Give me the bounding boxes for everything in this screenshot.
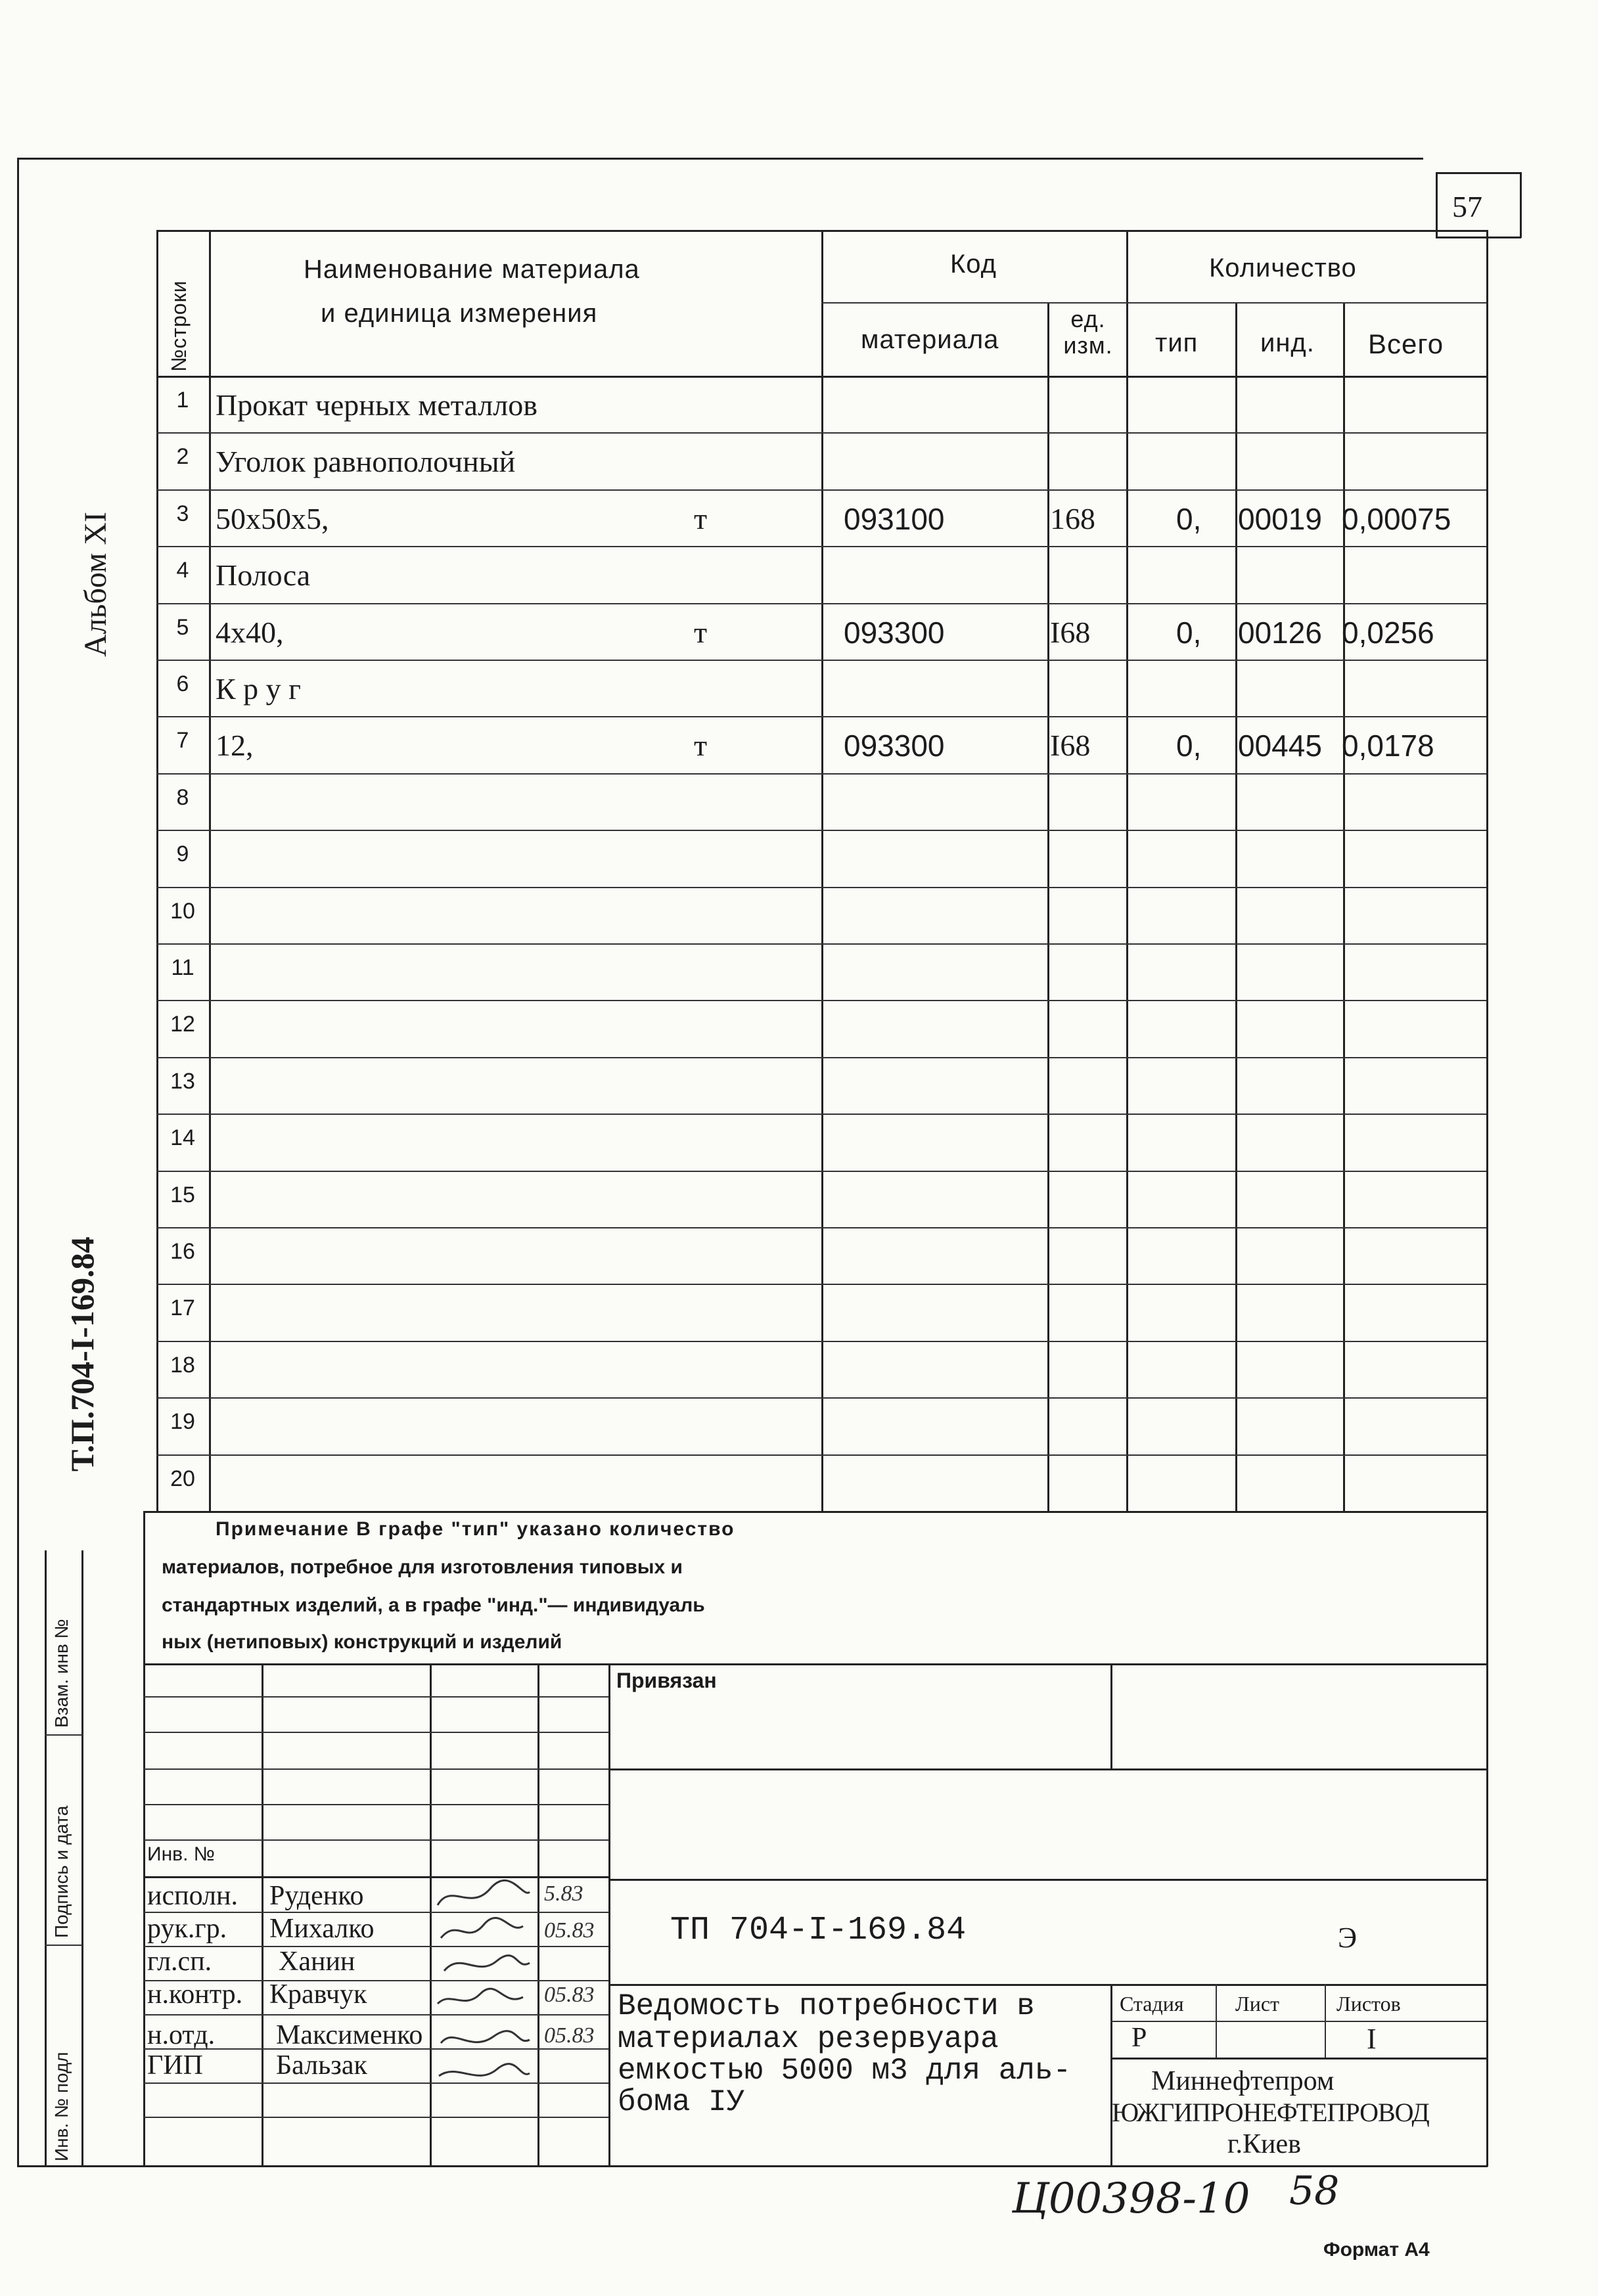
person-role-3: гл.сп. — [147, 1947, 212, 1977]
row-qty-ind: 00019 — [1238, 501, 1322, 536]
header-qty: Количество — [1209, 254, 1357, 282]
row-line — [156, 1284, 1486, 1285]
row-number: 11 — [171, 955, 194, 980]
row-qty-total: 0,00075 — [1342, 501, 1451, 536]
person-name-5: Максименко — [276, 2020, 423, 2050]
signature-3 — [444, 1956, 530, 1971]
row-unit: т — [694, 729, 708, 763]
person-role-4: н.контр. — [147, 1979, 243, 2010]
row-number: 15 — [170, 1182, 195, 1207]
signature-scribbles — [431, 1879, 539, 2096]
col-line-7 — [1486, 230, 1488, 1511]
stamp-strip-div-2 — [45, 1945, 83, 1946]
tb-grid-h4 — [143, 1804, 608, 1805]
row-number: 8 — [176, 784, 189, 810]
row-number: 6 — [176, 671, 189, 696]
stage-label: Стадия — [1120, 1992, 1184, 2015]
handwritten-code: Ц00398-10 — [1012, 2174, 1250, 2223]
row-line — [156, 887, 1486, 888]
sheets-value: I — [1367, 2023, 1377, 2055]
row-material-name: 50x50x5, — [216, 501, 329, 535]
person-role-5: н.отд. — [147, 2020, 216, 2050]
tb-col-5 — [1110, 1663, 1112, 1768]
header-code-material: материала — [861, 325, 999, 354]
title-line-1: Ведомость потребности в — [618, 1989, 1035, 2023]
album-label: Альбом XI — [78, 511, 113, 657]
row-qty-ind: 00126 — [1238, 615, 1322, 650]
col-line-3 — [1047, 302, 1049, 1511]
tb-org-top — [1110, 2058, 1486, 2060]
row-number: 20 — [170, 1466, 195, 1491]
row-number: 3 — [176, 501, 189, 526]
row-line — [156, 603, 1486, 604]
stamp-strip-right — [81, 1550, 83, 2167]
row-material-name: Уголок равнополочный — [216, 445, 516, 479]
title-line-4: бома IУ — [618, 2085, 745, 2119]
row-qty-type: 0, — [1176, 615, 1202, 650]
person-date-5: 05.83 — [544, 2023, 595, 2048]
person-name-1: Руденко — [269, 1881, 364, 1911]
stamp-field-vzam-inv: Взам. инв № — [51, 1619, 72, 1728]
person-name-3: Ханин — [279, 1947, 355, 1977]
note-line-4: ных (нетиповых) конструкций и изделий — [162, 1631, 562, 1653]
row-number: 10 — [170, 898, 195, 924]
title-letter: Э — [1338, 1922, 1358, 1954]
row-qty-total: 0,0256 — [1342, 615, 1434, 650]
col-line-6 — [1343, 302, 1345, 1511]
header-name-2: и единица измерения — [321, 299, 598, 328]
tb-top — [143, 1663, 1486, 1665]
row-number: 12 — [170, 1012, 195, 1037]
row-material-name: К р у г — [216, 672, 302, 706]
row-unit-code: I68 — [1050, 729, 1091, 763]
tb-left — [143, 1511, 145, 2167]
col-line-1 — [209, 230, 211, 1511]
col-line-4 — [1126, 230, 1128, 1511]
row-material-name: 12, — [216, 729, 254, 763]
tb-grid-h6 — [143, 1876, 608, 1878]
person-name-6: Бальзак — [276, 2050, 367, 2081]
stamp-field-signature-date: Подпись и дата — [51, 1805, 72, 1938]
row-unit: т — [694, 615, 708, 649]
row-line — [156, 1454, 1486, 1456]
row-line — [156, 1114, 1486, 1115]
row-line — [156, 1000, 1486, 1001]
signature-1 — [438, 1880, 530, 1905]
row-line — [156, 1397, 1486, 1399]
page-number: 57 — [1452, 190, 1482, 223]
tb-col-1 — [262, 1663, 263, 2167]
row-unit-code: I68 — [1050, 615, 1091, 649]
row-material-name: Прокат черных металлов — [216, 388, 537, 422]
col-line-5 — [1235, 302, 1237, 1511]
header-code: Код — [950, 250, 997, 279]
person-role-2: рук.гр. — [147, 1914, 227, 1944]
tb-grid-h3 — [143, 1768, 608, 1770]
stamp-strip-div-1 — [45, 1734, 83, 1736]
row-material-code: 093100 — [844, 501, 945, 536]
row-material-name: Полоса — [216, 558, 311, 593]
title-line-3: емкостью 5000 м3 для аль- — [618, 2054, 1072, 2088]
tb-grid-h2 — [143, 1732, 608, 1733]
col-line-2 — [821, 230, 823, 1511]
row-material-code: 093300 — [844, 729, 945, 763]
row-number: 4 — [176, 558, 189, 583]
person-role-6: ГИП — [147, 2050, 203, 2081]
row-line — [156, 1057, 1486, 1058]
row-line — [156, 489, 1486, 491]
row-line — [156, 773, 1486, 775]
header-sub-line — [821, 302, 1486, 304]
header-qty-total: Всего — [1368, 328, 1444, 359]
note-line-2: материалов, потребное для изготовления типовых и — [162, 1556, 683, 1578]
tb-grid-h5 — [143, 1839, 608, 1841]
sheets-label: Листов — [1336, 1992, 1401, 2015]
row-line — [156, 1171, 1486, 1172]
row-number: 18 — [170, 1352, 195, 1378]
pagebox-top — [1436, 172, 1521, 174]
row-line — [156, 660, 1486, 661]
sheet-label: Лист — [1235, 1992, 1280, 2015]
row-line — [156, 716, 1486, 717]
tb-privyazan-bottom — [608, 1768, 1486, 1770]
row-number: 17 — [170, 1295, 195, 1321]
row-line — [156, 432, 1486, 434]
row-line — [156, 546, 1486, 547]
pagebox-left — [1436, 172, 1438, 238]
signature-5 — [441, 2031, 530, 2043]
signature-2 — [441, 1918, 523, 1938]
org-line-3: г.Киев — [1227, 2129, 1301, 2159]
row-number: 7 — [176, 728, 189, 754]
frame-left — [17, 158, 19, 2167]
stage-value: Р — [1131, 2023, 1147, 2053]
row-number: 14 — [170, 1125, 195, 1151]
person-role-1: исполн. — [147, 1881, 238, 1911]
frame-top — [17, 158, 1423, 160]
row-line — [156, 943, 1486, 945]
tb-title-top — [608, 1984, 1486, 1986]
row-unit-code: 168 — [1050, 501, 1095, 535]
header-code-unit: ед. изм. — [1063, 305, 1113, 359]
header-qty-type: тип — [1155, 328, 1198, 357]
person-date-2: 05.83 — [544, 1918, 595, 1943]
tb-grid-h13 — [143, 2117, 608, 2118]
stamp-strip-left — [45, 1550, 47, 2167]
inv-no-label: Инв. № — [147, 1843, 215, 1865]
side-doc-code: Т.П.704-I-169.84 — [64, 1236, 101, 1472]
header-row-no: №строки — [167, 280, 191, 372]
row-qty-type: 0, — [1176, 501, 1202, 536]
tb-stage-mid — [1110, 2021, 1486, 2022]
pagebox-right — [1520, 172, 1522, 238]
signature-4 — [438, 1989, 523, 2004]
pagebox-bottom — [1436, 236, 1521, 238]
row-number: 19 — [170, 1409, 195, 1435]
person-name-4: Кравчук — [269, 1979, 367, 2010]
format-label: Формат А4 — [1323, 2239, 1430, 2261]
row-line — [156, 1341, 1486, 1342]
row-number: 2 — [176, 444, 189, 470]
table-top — [156, 230, 1486, 232]
row-material-name: 4x40, — [216, 615, 284, 649]
row-qty-type: 0, — [1176, 729, 1202, 763]
frame-bottom — [17, 2165, 1488, 2167]
signature-6 — [439, 2064, 530, 2076]
person-name-2: Михалко — [269, 1914, 375, 1944]
tb-stage-left — [1110, 1984, 1112, 2165]
row-material-code: 093300 — [844, 615, 945, 650]
header-name-1: Наименование материала — [304, 255, 640, 284]
row-number: 13 — [170, 1068, 195, 1094]
org-line-1: Миннефтепром — [1151, 2066, 1335, 2096]
person-date-1: 5.83 — [544, 1881, 583, 1906]
row-number: 1 — [176, 388, 189, 413]
row-number: 9 — [176, 842, 189, 867]
note-line-1: Примечание В графе "тип" указано количество — [216, 1518, 735, 1540]
col-line-0 — [156, 230, 158, 1511]
row-line — [156, 830, 1486, 831]
tb-grid-h1 — [143, 1696, 608, 1698]
tb-code-top — [608, 1879, 1486, 1881]
tb-col-4 — [608, 1663, 610, 2167]
row-unit: т — [694, 501, 708, 535]
person-date-4: 05.83 — [544, 1983, 595, 2007]
stamp-field-inv-podl: Инв. № подл — [51, 2052, 72, 2161]
row-qty-ind: 00445 — [1238, 729, 1322, 763]
row-number: 5 — [176, 614, 189, 640]
header-bottom — [156, 376, 1486, 378]
row-qty-total: 0,0178 — [1342, 729, 1434, 763]
privyazan-label: Привязан — [616, 1669, 717, 1692]
org-line-2: ЮЖГИПРОНЕФТЕПРОВОД — [1112, 2098, 1429, 2127]
note-line-3: стандартных изделий, а в графе "инд."— индивидуаль — [162, 1594, 705, 1616]
row-line — [156, 1227, 1486, 1228]
handwritten-page: 58 — [1289, 2168, 1340, 2214]
title-doc-code: ТП 704-I-169.84 — [670, 1912, 967, 1949]
row-number: 16 — [170, 1239, 195, 1264]
header-qty-ind: инд. — [1260, 328, 1315, 357]
title-line-2: материалах резервуара — [618, 2022, 999, 2056]
